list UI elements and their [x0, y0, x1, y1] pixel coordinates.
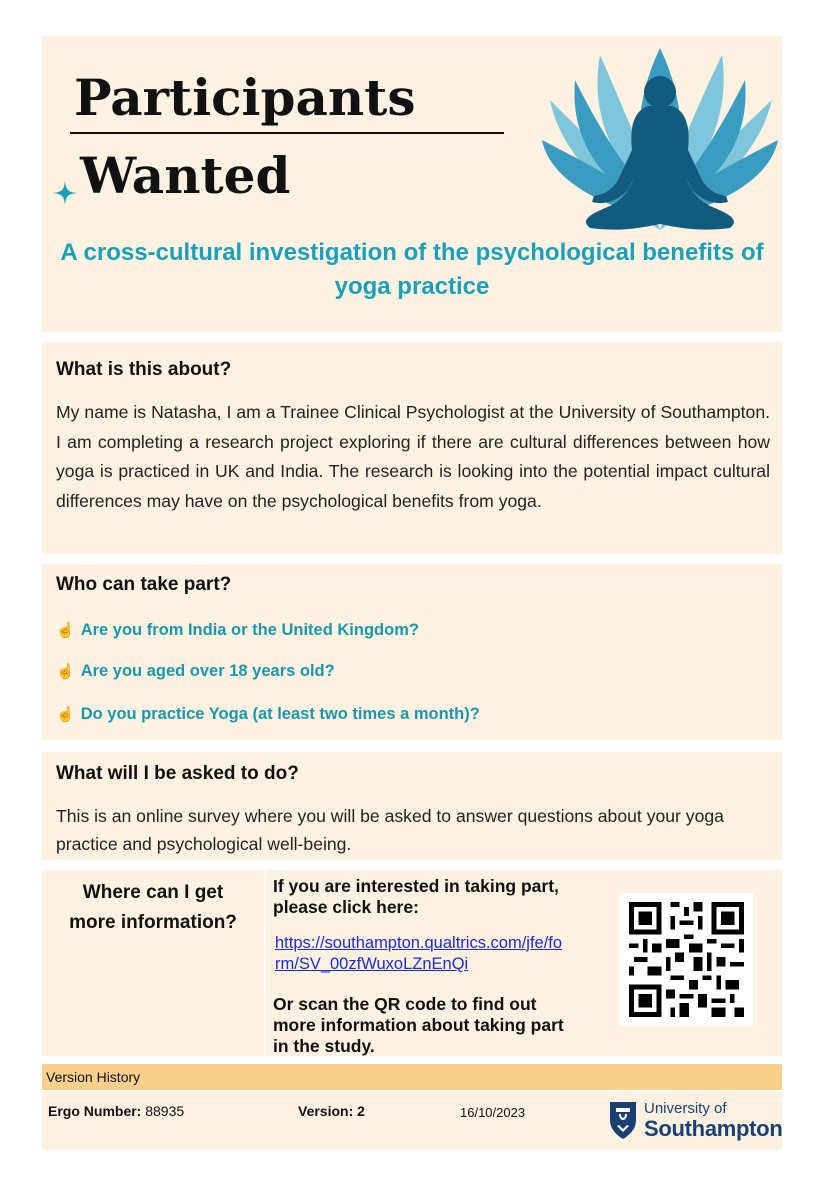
- title-divider: [70, 132, 504, 134]
- survey-link[interactable]: https://southampton.qualtrics.com/jfe/fo rm/SV_00zfWuxoLZnEnQi: [275, 934, 563, 973]
- task-body: This is an online survey where you will be asked to answer questions about your yoga practice and psychological well-being.: [56, 806, 724, 854]
- title-line-1: Participants: [74, 68, 416, 127]
- eligibility-heading: Who can take part?: [56, 574, 232, 595]
- task-heading: What will I be asked to do?: [56, 763, 299, 784]
- info-question: Where can I get more information?: [69, 882, 237, 933]
- pointing-hand-icon: ☝: [56, 622, 75, 639]
- eligibility-item: ☝ Do you practice Yoga (at least two times a month)?: [56, 705, 480, 723]
- version-date: 16/10/2023: [460, 1105, 526, 1120]
- info-intro: If you are interested in taking part, please click here:: [273, 876, 559, 917]
- study-subtitle: A cross-cultural investigation of the psychological benefits of yoga practice: [60, 239, 764, 300]
- qr-code-icon[interactable]: [620, 893, 753, 1026]
- version-history-label: Version History: [46, 1069, 141, 1085]
- scan-instructions: Or scan the QR code to find out more information about taking part in the study.: [273, 994, 564, 1056]
- title-line-2: Wanted: [80, 146, 291, 205]
- pointing-hand-icon: ☝: [56, 663, 75, 680]
- version-number: Version: 2: [298, 1103, 365, 1119]
- university-logo: University of Southampton: [606, 1098, 774, 1142]
- about-body: My name is Natasha, I am a Trainee Clinical Psychologist at the University of Southampton. I am completing a research project exploring if there are cultural differences between how yoga is practiced in UK and India. The research is looking into the potential impact cultural differences may have on the psychological benefits from yoga.: [56, 402, 770, 511]
- sparkle-icon: [52, 180, 78, 206]
- pointing-hand-icon: ☝: [56, 706, 75, 723]
- shield-icon: [608, 1100, 638, 1140]
- version-history-bar: [42, 1064, 782, 1090]
- ergo-number: Ergo Number: 88935: [48, 1103, 185, 1119]
- eligibility-item: ☝ Are you aged over 18 years old?: [56, 662, 335, 680]
- yoga-meditation-icon: [540, 40, 780, 240]
- about-heading: What is this about?: [56, 359, 232, 380]
- eligibility-item: ☝ Are you from India or the United Kingdom?: [56, 621, 419, 639]
